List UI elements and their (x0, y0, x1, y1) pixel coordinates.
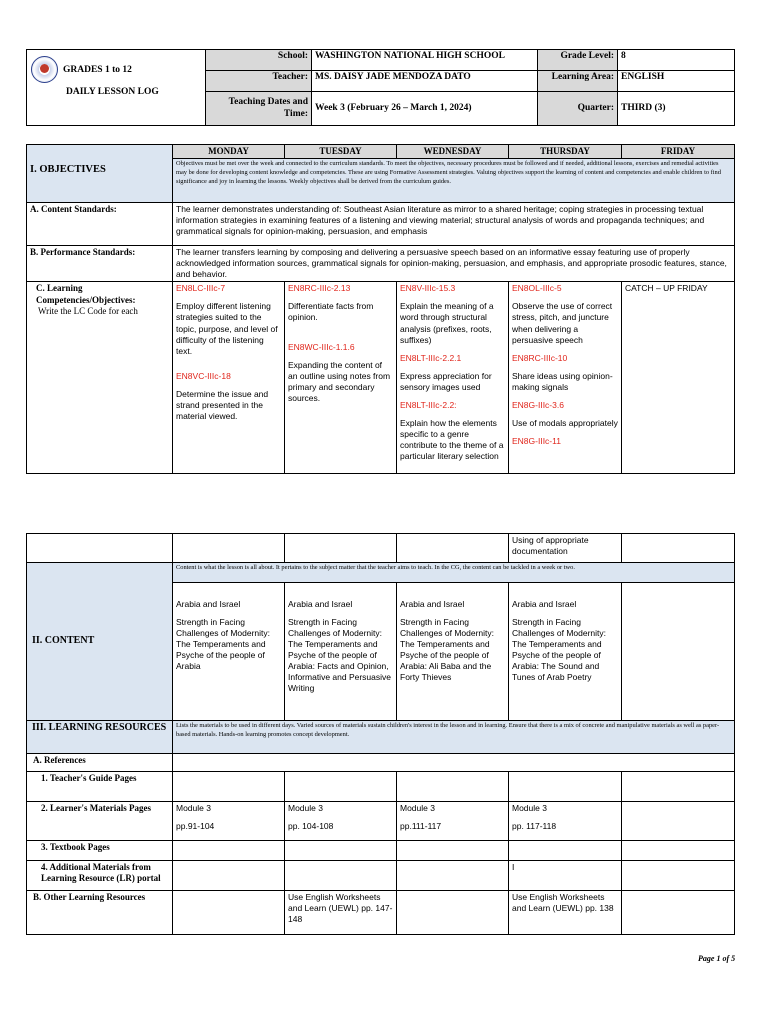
lc-text: Expanding the content of an outline using notes from primary and secondary sources. (288, 359, 391, 403)
content-topic: Arabia and Israel (512, 599, 577, 609)
lc-text: Determine the issue and strand presented in the material viewed. (176, 388, 269, 421)
lc-text: Explain how the elements specific to a genre contribute to the theme of a particular literary selection (400, 417, 504, 461)
lc-code: EN8WC-IIIc-1.1.6 (288, 341, 355, 352)
day-header-thursday: THURSDAY (509, 145, 622, 159)
competencies-monday (173, 282, 285, 474)
lc-code: EN8G-IIIc-3.6 (512, 399, 564, 410)
quarter-label: Quarter: (538, 92, 618, 126)
lm-pages: pp. 117-118 (512, 821, 557, 832)
lm-module: Module 3 (512, 803, 547, 813)
other-friday (622, 891, 735, 935)
competencies-sublabel: Write the LC Code for each (38, 305, 138, 316)
tg-wednesday (397, 772, 509, 802)
competencies-tuesday (285, 282, 397, 474)
resources-note: Lists the materials to be used in different days. Varied sources of materials sustain children's interest in the lesson and in learning. Ensure that there is a mix of concrete and manipulative materials as well as paper-based materials. Hands-on learning promotes concept development. (173, 721, 735, 754)
textbook-wednesday (397, 841, 509, 861)
competencies-friday: CATCH – UP FRIDAY (622, 282, 735, 474)
content-detail: Strength in Facing Challenges of Modernity: The Temperaments and Psyche of the people of Arabia: The Sound and Tunes of Arab Poetry (512, 617, 607, 683)
school-value: WASHINGTON NATIONAL HIGH SCHOOL (312, 50, 538, 71)
competencies-thursday (509, 282, 622, 474)
lm-pages: pp. 104-108 (288, 821, 334, 832)
lc-text: Use of modals appropriately (512, 417, 618, 428)
lm-pages: pp.91-104 (176, 821, 215, 832)
content-topic: Arabia and Israel (288, 599, 353, 609)
content-tuesday (285, 583, 397, 721)
other-wednesday (397, 891, 509, 935)
performance-standards-text: The learner transfers learning by composing and delivering a persuasive speech based on an informative essay featuring use of properly acknowledged information sources, grammatical signals for opinion-making, persuasion, and emphasis, and appropriate prosodic features, stance, and behavior. (173, 246, 735, 282)
additional-thursday: I (509, 861, 622, 891)
continuation-monday (173, 534, 285, 563)
objectives-note: Objectives must be met over the week and connected to the curriculum standards. To meet the objectives, necessary procedures must be followed and if needed, additional lessons, exercises and remedial activities may be done for developing content knowledge and competencies. These are using Formative Assessment strategies. Valuing objectives support the learning of content and competencies and enable children to find significance and joy in learning the lessons. Weekly objectives shall be derived from the curriculum guides. (173, 159, 735, 203)
content-standards-text: The learner demonstrates understanding of: Southeast Asian literature as mirror to a shared heritage; coping strategies in processing textual information strategies in examining features of a listening and viewing material; structural analysis of words and propaganda techniques; and grammatical signals for opinion-making, persuasion, and emphasis (173, 203, 735, 246)
lc-text: Observe the use of correct stress, pitch, and juncture when delivering a persuasive speech (512, 301, 613, 345)
competencies-label: C. Learning Competencies/Objectives: (36, 283, 136, 305)
references-label: A. References (27, 754, 173, 772)
day-header-friday: FRIDAY (622, 145, 735, 159)
resources-title: III. LEARNING RESOURCES (27, 721, 173, 754)
content-title: II. CONTENT (27, 563, 173, 721)
content-detail: Strength in Facing Challenges of Modernity: The Temperaments and Psyche of the people of Arabia: Ali Baba and the Forty Thieves (400, 617, 495, 683)
teacher-label: Teacher: (206, 71, 312, 92)
objectives-table (26, 144, 735, 474)
additional-friday (622, 861, 735, 891)
content-thursday (509, 583, 622, 721)
other-resources-label: B. Other Learning Resources (27, 891, 173, 935)
performance-standards-label: B. Performance Standards: (27, 246, 173, 282)
content-friday (622, 583, 735, 721)
additional-tuesday (285, 861, 397, 891)
lc-code: EN8RC-IIIc-10 (512, 352, 568, 363)
textbook-friday (622, 841, 735, 861)
lc-text: Share ideas using opinion-making signals (512, 370, 613, 392)
tg-tuesday (285, 772, 397, 802)
objectives-title: I. OBJECTIVES (27, 145, 173, 203)
quarter-value: THIRD (3) (618, 92, 735, 126)
dates-value: Week 3 (February 26 – March 1, 2024) (312, 92, 538, 126)
lm-wednesday (397, 802, 509, 841)
grade-level-label: Grade Level: (538, 50, 618, 71)
header-table (26, 49, 735, 126)
lm-tuesday (285, 802, 397, 841)
log-title: DAILY LESSON LOG (66, 87, 159, 97)
lc-code: EN8OL-IIIc-5 (512, 283, 562, 294)
content-monday (173, 583, 285, 721)
day-header-tuesday: TUESDAY (285, 145, 397, 159)
references-row (173, 754, 735, 772)
lm-friday (622, 802, 735, 841)
other-monday (173, 891, 285, 935)
day-header-wednesday: WEDNESDAY (397, 145, 509, 159)
content-wednesday (397, 583, 509, 721)
lc-text: Differentiate facts from opinion. (288, 301, 374, 323)
deped-seal-icon (31, 56, 58, 83)
dates-label: Teaching Dates and Time: (206, 92, 312, 126)
lc-code: EN8VC-IIIc-18 (176, 370, 231, 381)
teachers-guide-label: 1. Teacher's Guide Pages (27, 772, 173, 802)
tg-monday (173, 772, 285, 802)
lm-module: Module 3 (288, 803, 323, 813)
page-number: Page 1 of 5 (698, 954, 736, 963)
continuation-wednesday (397, 534, 509, 563)
content-standards-label: A. Content Standards: (27, 203, 173, 246)
lc-code: EN8G-IIIc-11 (512, 435, 561, 446)
day-header-monday: MONDAY (173, 145, 285, 159)
lc-code: EN8V-IIIc-15.3 (400, 283, 456, 294)
content-resources-table (26, 533, 735, 935)
other-thursday: Use English Worksheets and Learn (UEWL) pp. 138 (509, 891, 622, 935)
lc-code: EN8LT-IIIc-2.2.1 (400, 352, 462, 363)
lm-module: Module 3 (176, 803, 211, 813)
continuation-friday (622, 534, 735, 563)
content-topic: Arabia and Israel (400, 599, 465, 609)
lc-text: Explain the meaning of a word through structural analysis (prefixes, roots, suffixes) (400, 301, 494, 345)
continuation-label-cell (27, 534, 173, 563)
textbook-monday (173, 841, 285, 861)
lc-text: Express appreciation for sensory images used (400, 370, 492, 392)
content-note: Content is what the lesson is all about. It pertains to the subject matter that the teacher aims to teach. In the CG, the content can be tackled in a week or two. (173, 563, 735, 583)
tg-thursday (509, 772, 622, 802)
additional-materials-label: 4. Additional Materials from Learning Resource (LR) portal (27, 861, 173, 891)
lc-code: EN8LC-IIIc-7 (176, 283, 226, 294)
lc-text: Employ different listening strategies suited to the topic, purpose, and level of difficulty of the listening text. (176, 301, 278, 356)
lc-code: EN8LT-IIIc-2.2: (400, 399, 457, 410)
content-detail: Strength in Facing Challenges of Modernity: The Temperaments and Psyche of the people of Arabia: Facts and Opinion, Informative and Persuasive Writing (288, 617, 391, 694)
content-detail: Strength in Facing Challenges of Modernity: The Temperaments and Psyche of the people of Arabia (176, 617, 271, 672)
additional-wednesday (397, 861, 509, 891)
learning-area-value: ENGLISH (618, 71, 735, 92)
teacher-value: MS. DAISY JADE MENDOZA DATO (312, 71, 538, 92)
other-tuesday: Use English Worksheets and Learn (UEWL) pp. 147-148 (285, 891, 397, 935)
content-topic: Arabia and Israel (176, 599, 241, 609)
lm-module: Module 3 (400, 803, 435, 813)
lm-monday (173, 802, 285, 841)
grades-label: GRADES 1 to 12 (63, 65, 132, 75)
school-label: School: (206, 50, 312, 71)
continuation-tuesday (285, 534, 397, 563)
competencies-label-cell (27, 282, 173, 474)
learning-area-label: Learning Area: (538, 71, 618, 92)
textbook-thursday (509, 841, 622, 861)
lm-thursday (509, 802, 622, 841)
additional-monday (173, 861, 285, 891)
continuation-thursday: Using of appropriate documentation (509, 534, 622, 563)
header-title-cell (27, 50, 206, 126)
lm-pages: pp.111-117 (400, 821, 442, 832)
learners-materials-label: 2. Learner's Materials Pages (27, 802, 173, 841)
tg-friday (622, 772, 735, 802)
competencies-wednesday (397, 282, 509, 474)
textbook-tuesday (285, 841, 397, 861)
grade-level-value: 8 (618, 50, 735, 71)
lc-code: EN8RC-IIIc-2.13 (288, 283, 351, 294)
textbook-label: 3. Textbook Pages (27, 841, 173, 861)
